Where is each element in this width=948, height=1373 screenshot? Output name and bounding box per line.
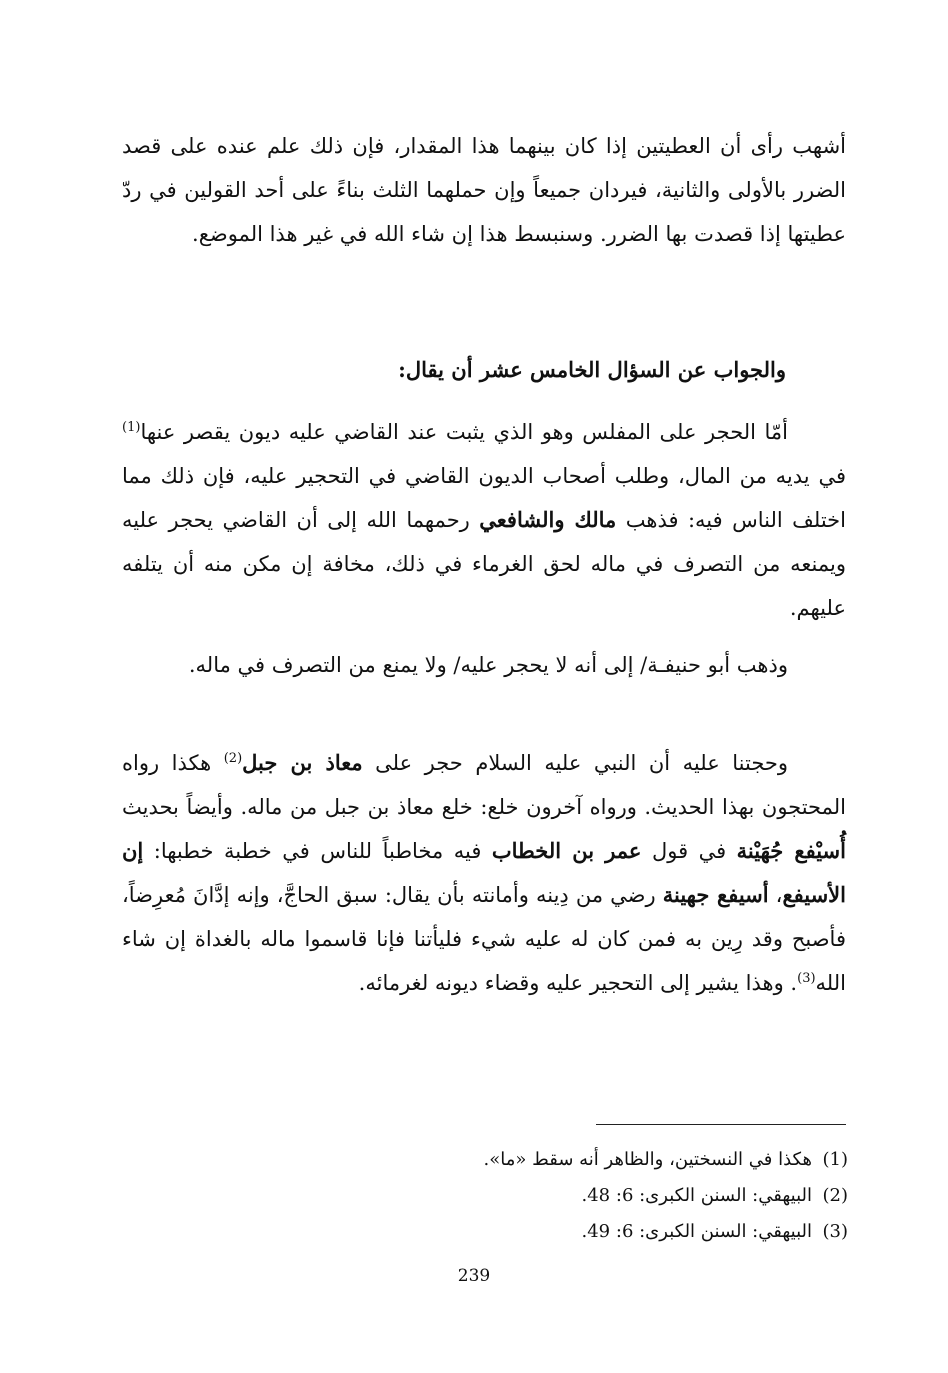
paragraph-2 — [122, 410, 846, 630]
name-usayfi-2: أسيفع جهينة — [662, 882, 769, 907]
paragraph-4-part6: . وهذا يشير إلى التحجير عليه وقضاء ديونه لغرمائه. — [358, 971, 798, 995]
paragraph-4-part4: فيه مخاطباً للناس في خطبة خطبها: — [143, 839, 492, 863]
footnote-number: (3) — [822, 1221, 848, 1242]
paragraph-2-part3: رحمهما الله إلى أن القاضي يحجر عليه ويمنعه من التصرف في ماله لحق الغرماء في ذلك، مخافة إن مكن منه أن يتلفه عليهم. — [122, 508, 846, 620]
paragraph-2-part1: أمّا الحجر على المفلس وهو الذي يثبت عند القاضي عليه ديون يقصر عنها — [140, 420, 788, 444]
paragraph-4 — [122, 741, 846, 1005]
name-usayfi: أُسيْفع جُهَيْنة — [736, 838, 846, 863]
name-malik: مالك — [574, 507, 617, 532]
paragraph-2-part2: في يديه من المال، وطلب أصحاب الديون القاضي في التحجير عليه، فإن ذلك مما اختلف الناس فيه: فذهب — [122, 464, 846, 532]
name-shafii: الشافعي — [479, 507, 555, 532]
footnotes — [122, 1142, 848, 1250]
page-number: 239 — [457, 1266, 491, 1286]
paragraph-4-part2: هكذا رواه المحتجون بهذا الحديث. ورواه آخرون خلع: خلع معاذ بن جبل من ماله. وأيضاً بحديث — [122, 751, 846, 819]
section-heading: والجواب عن السؤال الخامس عشر أن يقال: — [398, 357, 786, 382]
paragraph-3-text: وذهب أبو حنيفـة/ إلى أنه لا يحجر عليه/ ولا يمنع من التصرف في ماله. — [188, 653, 788, 677]
quote-inna: إن الأسيفع — [122, 838, 846, 907]
footnote-text: البيهقي: السنن الكبرى: 6: 48. — [581, 1185, 812, 1206]
footnote-ref-3: (3) — [797, 971, 816, 986]
footnote-text: البيهقي: السنن الكبرى: 6: 49. — [581, 1221, 812, 1242]
footnote-text: هكذا في النسختين، والظاهر أنه سقط «ما». — [483, 1149, 812, 1170]
footnote-2 — [122, 1178, 848, 1214]
name-muadh: معاذ بن جبل — [242, 750, 363, 775]
name-umar: عمر بن الخطاب — [491, 838, 642, 863]
paragraph-1 — [122, 124, 846, 256]
footnote-number: (2) — [822, 1185, 848, 1206]
paragraph-4-comma: ، — [768, 883, 783, 907]
footnote-3 — [122, 1214, 848, 1250]
paragraph-1-text: أشهب رأى أن العطيتين إذا كان بينهما هذا المقدار، فإن ذلك علم عنده على قصد الضرر بالأولى والثانية، فيردان جميعاً وإن حملهما الثلث بناءً على أحد القولين في ردّ عطيتها إذا قصدت بها الضرر. وسنبسط هذا إن شاء الله في غير هذا الموضع. — [122, 134, 846, 246]
footnote-divider — [596, 1124, 846, 1125]
conjunction-and: و — [554, 507, 575, 532]
footnote-1 — [122, 1142, 848, 1178]
footnote-ref-1: (1) — [122, 420, 141, 435]
paragraph-4-part5: رضي من دِينه وأمانته بأن يقال: سبق الحاجَّ، وإنه إدَّانَ مُعرِضاً، فأصبح وقد رِين به فمن كان له عليه شيء فليأتنا فإنا قاسموا ماله بالغداة إن شاء الله — [122, 883, 846, 995]
footnote-ref-2: (2) — [223, 751, 243, 766]
footnote-number: (1) — [822, 1149, 848, 1170]
paragraph-3 — [122, 643, 846, 687]
paragraph-4-part1: وحجتنا عليه أن النبي عليه السلام حجر على — [362, 751, 788, 775]
paragraph-4-part3: في قول — [641, 839, 737, 863]
